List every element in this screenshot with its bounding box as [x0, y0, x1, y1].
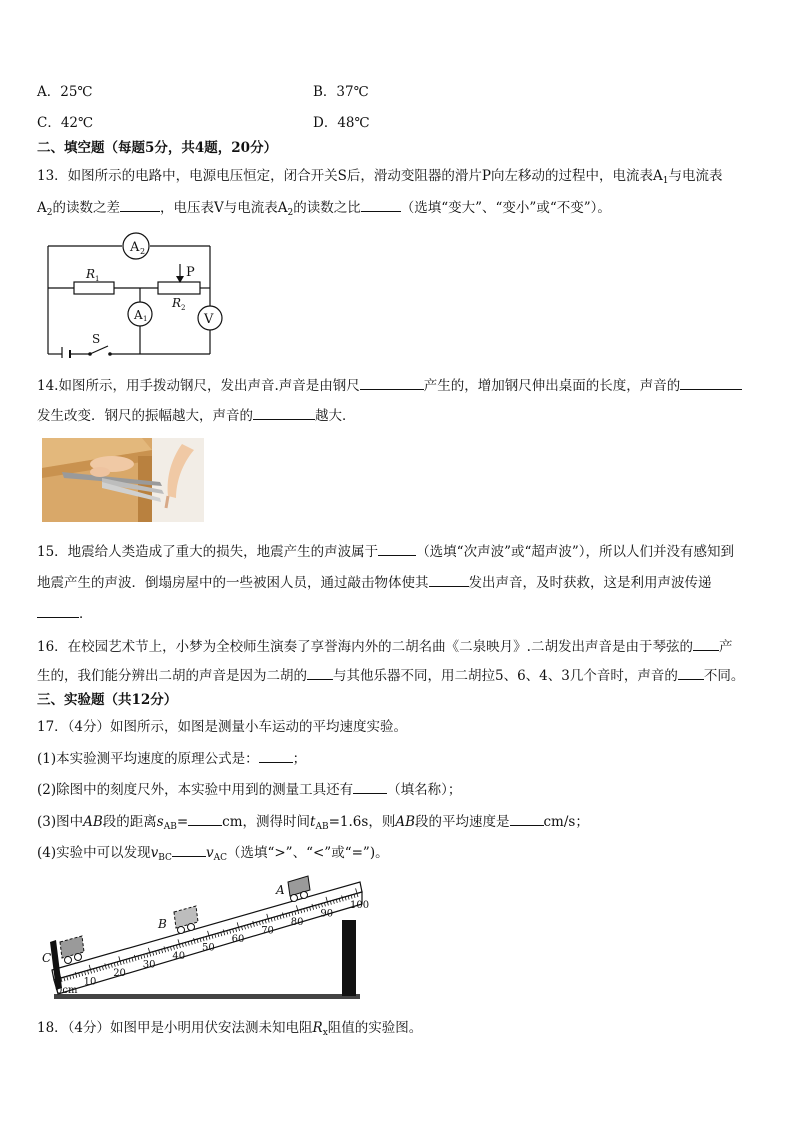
ammeter-a1-label: A: [134, 308, 143, 322]
q17-part1: (1)本实验测平均速度的原理公式是： ；: [37, 751, 307, 767]
q16-line2: 生的，我们能分辨出二胡的声音是因为二胡的 与其他乐器不同，用二胡拉5、6、4、3几个音时，声音的 不同。: [37, 668, 745, 684]
point-b-label: B: [158, 917, 167, 931]
voltmeter-label: V: [204, 312, 214, 327]
q17-part4: (4)实验中可以发现$v_{BC}$ $v_{AC}$（选填“>”、“<”或“=”)。: [37, 845, 389, 863]
q17-blank-4[interactable]: [510, 812, 544, 826]
section-title-experiment: 三、实验题（共12分）: [37, 692, 178, 708]
ruler-tick-label: 60: [231, 934, 245, 945]
q13-line2: $A_2$的读数之差 ，电压表V与电流表$A_2$的读数之比 （选填“变大”、“变小”或“不变”）。: [37, 200, 611, 218]
option-d: D．48℃: [313, 115, 370, 131]
q16-blank-1[interactable]: [693, 637, 719, 651]
q17-intro: 17．（4分）如图所示，如图是测量小车运动的平均速度实验。: [37, 719, 408, 735]
q14-line2: 发生改变．钢尺的振幅越大，声音的 越大．: [37, 408, 356, 424]
q13-blank-2[interactable]: [361, 198, 401, 212]
option-b: B．37℃: [313, 84, 369, 100]
ramp-experiment-diagram: [40, 870, 370, 1005]
q17-blank-5[interactable]: [172, 843, 206, 857]
circuit-diagram: [40, 228, 230, 358]
resistor-r1-sub: 1: [95, 275, 100, 283]
q13-blank-1[interactable]: [120, 198, 160, 212]
ruler-vibration-photo: [42, 438, 204, 522]
option-a: A．25℃: [37, 84, 93, 100]
ruler-tick-label: 30: [142, 959, 156, 971]
q15-blank-3[interactable]: [37, 604, 79, 618]
q18-line: 18．（4分）如图甲是小明用伏安法测未知电阻$R_x$阻值的实验图。: [37, 1020, 423, 1038]
q15-blank-1[interactable]: [378, 542, 416, 556]
ruler-tick-label: 100: [350, 900, 370, 911]
ruler-tick-label: 40: [172, 951, 186, 962]
resistor-r2-sub: 2: [181, 304, 186, 312]
ammeter-a2-label: A: [130, 240, 140, 255]
q17-blank-2[interactable]: [353, 780, 387, 794]
q16-blank-2[interactable]: [307, 666, 333, 680]
ruler-tick-label: 0cm: [56, 985, 78, 996]
cart-c: [60, 936, 84, 964]
point-a-label: A: [276, 883, 285, 897]
slider-p-label: P: [186, 265, 195, 280]
resistor-r2-label: R: [172, 296, 182, 310]
ruler-tick-label: 10: [83, 976, 97, 988]
q16-line1: 16．在校园艺术节上，小梦为全校师生演奏了享誉海内外的二胡名曲《二泉映月》.二胡发出声音是由于琴弦的 产: [37, 639, 733, 655]
q17-part3: (3)图中AB段的距离$s_{AB}=$ cm，测得时间$t_{AB}=1.6s$，则AB段的平均速度是 cm/s；: [37, 814, 589, 832]
section-title-fill-in: 二、填空题（每题5分，共4题，20分）: [37, 140, 278, 156]
q15-line2: 地震产生的声波．倒塌房屋中的一些被困人员，通过敲击物体使其 发出声音，及时获救，这是利用声波传递: [37, 575, 712, 591]
q17-part2: (2)除图中的刻度尺外，本实验中用到的测量工具还有 （填名称）；: [37, 782, 462, 798]
q17-blank-3[interactable]: [188, 812, 222, 826]
ammeter-a2-sub: 2: [140, 247, 146, 256]
cart-a: [288, 876, 310, 902]
q15-line1: 15．地震给人类造成了重大的损失，地震产生的声波属于 （选填“次声波”或“超声波”），所以人们并没有感知到: [37, 544, 735, 560]
q14-line1: 14.如图所示，用手拨动钢尺，发出声音.声音是由钢尺 产生的，增加钢尺伸出桌面的长度，声音的: [37, 376, 742, 395]
point-c-label: C: [42, 951, 52, 965]
ruler-tick-label: 50: [202, 942, 215, 954]
ruler-tick-label: 70: [261, 925, 274, 937]
q15-line3: ．: [37, 604, 93, 623]
q14-blank-3[interactable]: [253, 406, 315, 420]
ruler-tick-label: 90: [320, 908, 334, 920]
option-c: C．42℃: [37, 115, 94, 131]
ammeter-a1-sub: 1: [143, 315, 148, 323]
resistor-r1-label: R: [86, 267, 96, 281]
q15-blank-2[interactable]: [429, 573, 469, 587]
switch-label: S: [92, 332, 101, 346]
q14-blank-2[interactable]: [680, 376, 742, 390]
q17-blank-1[interactable]: [259, 749, 293, 763]
ruler-tick-label: 80: [290, 917, 304, 928]
q16-blank-3[interactable]: [678, 666, 704, 680]
ruler-tick-label: 20: [113, 968, 126, 979]
q13-line1: 13．如图所示的电路中，电源电压恒定，闭合开关S后，滑动变阻器的滑片P向左移动的过程中，电流表$A_1$与电流表: [37, 168, 723, 186]
q14-blank-1[interactable]: [360, 376, 424, 390]
